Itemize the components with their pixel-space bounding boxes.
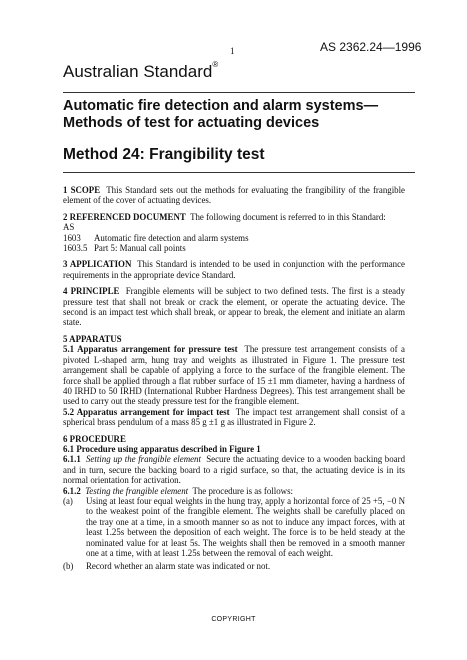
principle-heading: 4 PRINCIPLE (63, 286, 120, 297)
copyright-footer: COPYRIGHT (211, 616, 256, 623)
section-5-1 (63, 344, 405, 406)
referenced-heading: 2 REFERENCED DOCUMENT (63, 211, 186, 222)
section-6-1-1 (63, 454, 405, 485)
title-line-1: Automatic fire detection and alarm systems— (63, 98, 379, 114)
brand-title (63, 62, 218, 82)
document-title (63, 98, 423, 132)
apparatus-5-2-text: The impact test arrangement shall consist of a spherical brass pendulum of a mass 85 g ±1 g as illustrated in Figure 2. (63, 406, 405, 428)
section-5-2 (63, 407, 405, 428)
referenced-as-label: AS (63, 222, 75, 233)
section-scope (63, 185, 405, 206)
ref-title: Part 5: Manual call points (94, 243, 186, 254)
ref-number: 1603.5 (63, 243, 88, 254)
list-item (63, 496, 405, 558)
document-body (63, 185, 405, 575)
procedure-heading: 6 PROCEDURE (63, 433, 126, 444)
registered-mark: ® (212, 60, 219, 69)
clause-number: 6.1.1 (63, 454, 81, 465)
section-application (63, 259, 405, 280)
clause-title: Testing the frangible element (85, 485, 189, 496)
clause-number: 6.1.2 (63, 485, 81, 496)
clause-title: Setting up the frangible element (85, 454, 201, 465)
clause-text: The procedure is as follows: (192, 485, 293, 496)
ref-title: Automatic fire detection and alarm systems (94, 232, 249, 243)
section-6-1-2 (63, 486, 405, 496)
brand-name: Australian Standard (63, 62, 213, 81)
apparatus-5-2-heading: 5.2 Apparatus arrangement for impact test (63, 406, 230, 417)
procedure-6-1-heading: 6.1 Procedure using apparatus described in Figure 1 (63, 443, 261, 454)
scope-heading: 1 SCOPE (63, 185, 101, 195)
page-number: 1 (230, 46, 235, 56)
referenced-text: The following document is referred to in this Standard: (190, 211, 386, 222)
list-label: (a) (63, 495, 73, 506)
document-id: AS 2362.24—1996 (320, 40, 422, 54)
principle-text: Frangible elements will be subject to two defined tests. The first is a steady pressure test that shall not break or crack the element, or operate the actuating device. The second is an impact test which shall break, or appear to break, the element and initiate an alarm state. (63, 286, 406, 328)
apparatus-heading: 5 APPARATUS (63, 333, 122, 344)
section-principle (63, 286, 405, 328)
title-rule (63, 172, 415, 173)
application-heading: 3 APPLICATION (63, 259, 132, 270)
referenced-list (63, 222, 405, 253)
list-text: Using at least four equal weights in the hung tray, apply a horizontal force of 25 +5, −0 N to the weakest point of the frangible element. The weights shall be carefully placed on the tray one at a time, in a smooth manner so as not to induce any impact forces, with at least 1.25s between the deposition of each weight. The force is to be held steady at the nominated value for at least 5s. The weights shall then be removed in a smooth manner one at a time, with at least 1.25s between the removal of each weight. (86, 495, 405, 558)
referenced-row (63, 243, 405, 253)
list-item (63, 561, 405, 571)
application-text: This Standard is intended to be used in conjunction with the performance requirements in the appropriate device Standard. (63, 259, 405, 280)
ref-number: 1603 (63, 232, 81, 243)
apparatus-5-1-text: The pressure test arrangement consists of a pivoted L-shaped arm, hung tray and weights as illustrated in Figure 1. The pressure test arrangement shall be capable of applying a force to the surface of the frangible element. The force shall be applied through a flat rubber surface of 15 ±1 mm diameter, having a hardness of 40 IRHD to 50 IRHD (International Rubber Hardness Degrees). This test arrangement shall be used to carry out the steady pressure test for the frangible element. (63, 344, 406, 407)
scope-text: This Standard sets out the methods for evaluating the frangibility of the frangible element of the cover of actuating devices. (63, 185, 405, 206)
title-line-2: Methods of test for actuating devices (63, 115, 320, 131)
list-label: (b) (63, 561, 74, 572)
referenced-row (63, 233, 405, 243)
method-title: Method 24: Frangibility test (63, 146, 265, 163)
clause-text: Secure the actuating device to a wooden backing board and in turn, secure the backing board to a rigid surface, so that, the actuating device is in its normal orientation for activation. (63, 454, 406, 486)
list-text: Record whether an alarm state was indicated or not. (86, 561, 271, 572)
section-referenced (63, 212, 405, 222)
header-rule (63, 92, 415, 93)
apparatus-5-1-heading: 5.1 Apparatus arrangement for pressure test (63, 344, 238, 355)
